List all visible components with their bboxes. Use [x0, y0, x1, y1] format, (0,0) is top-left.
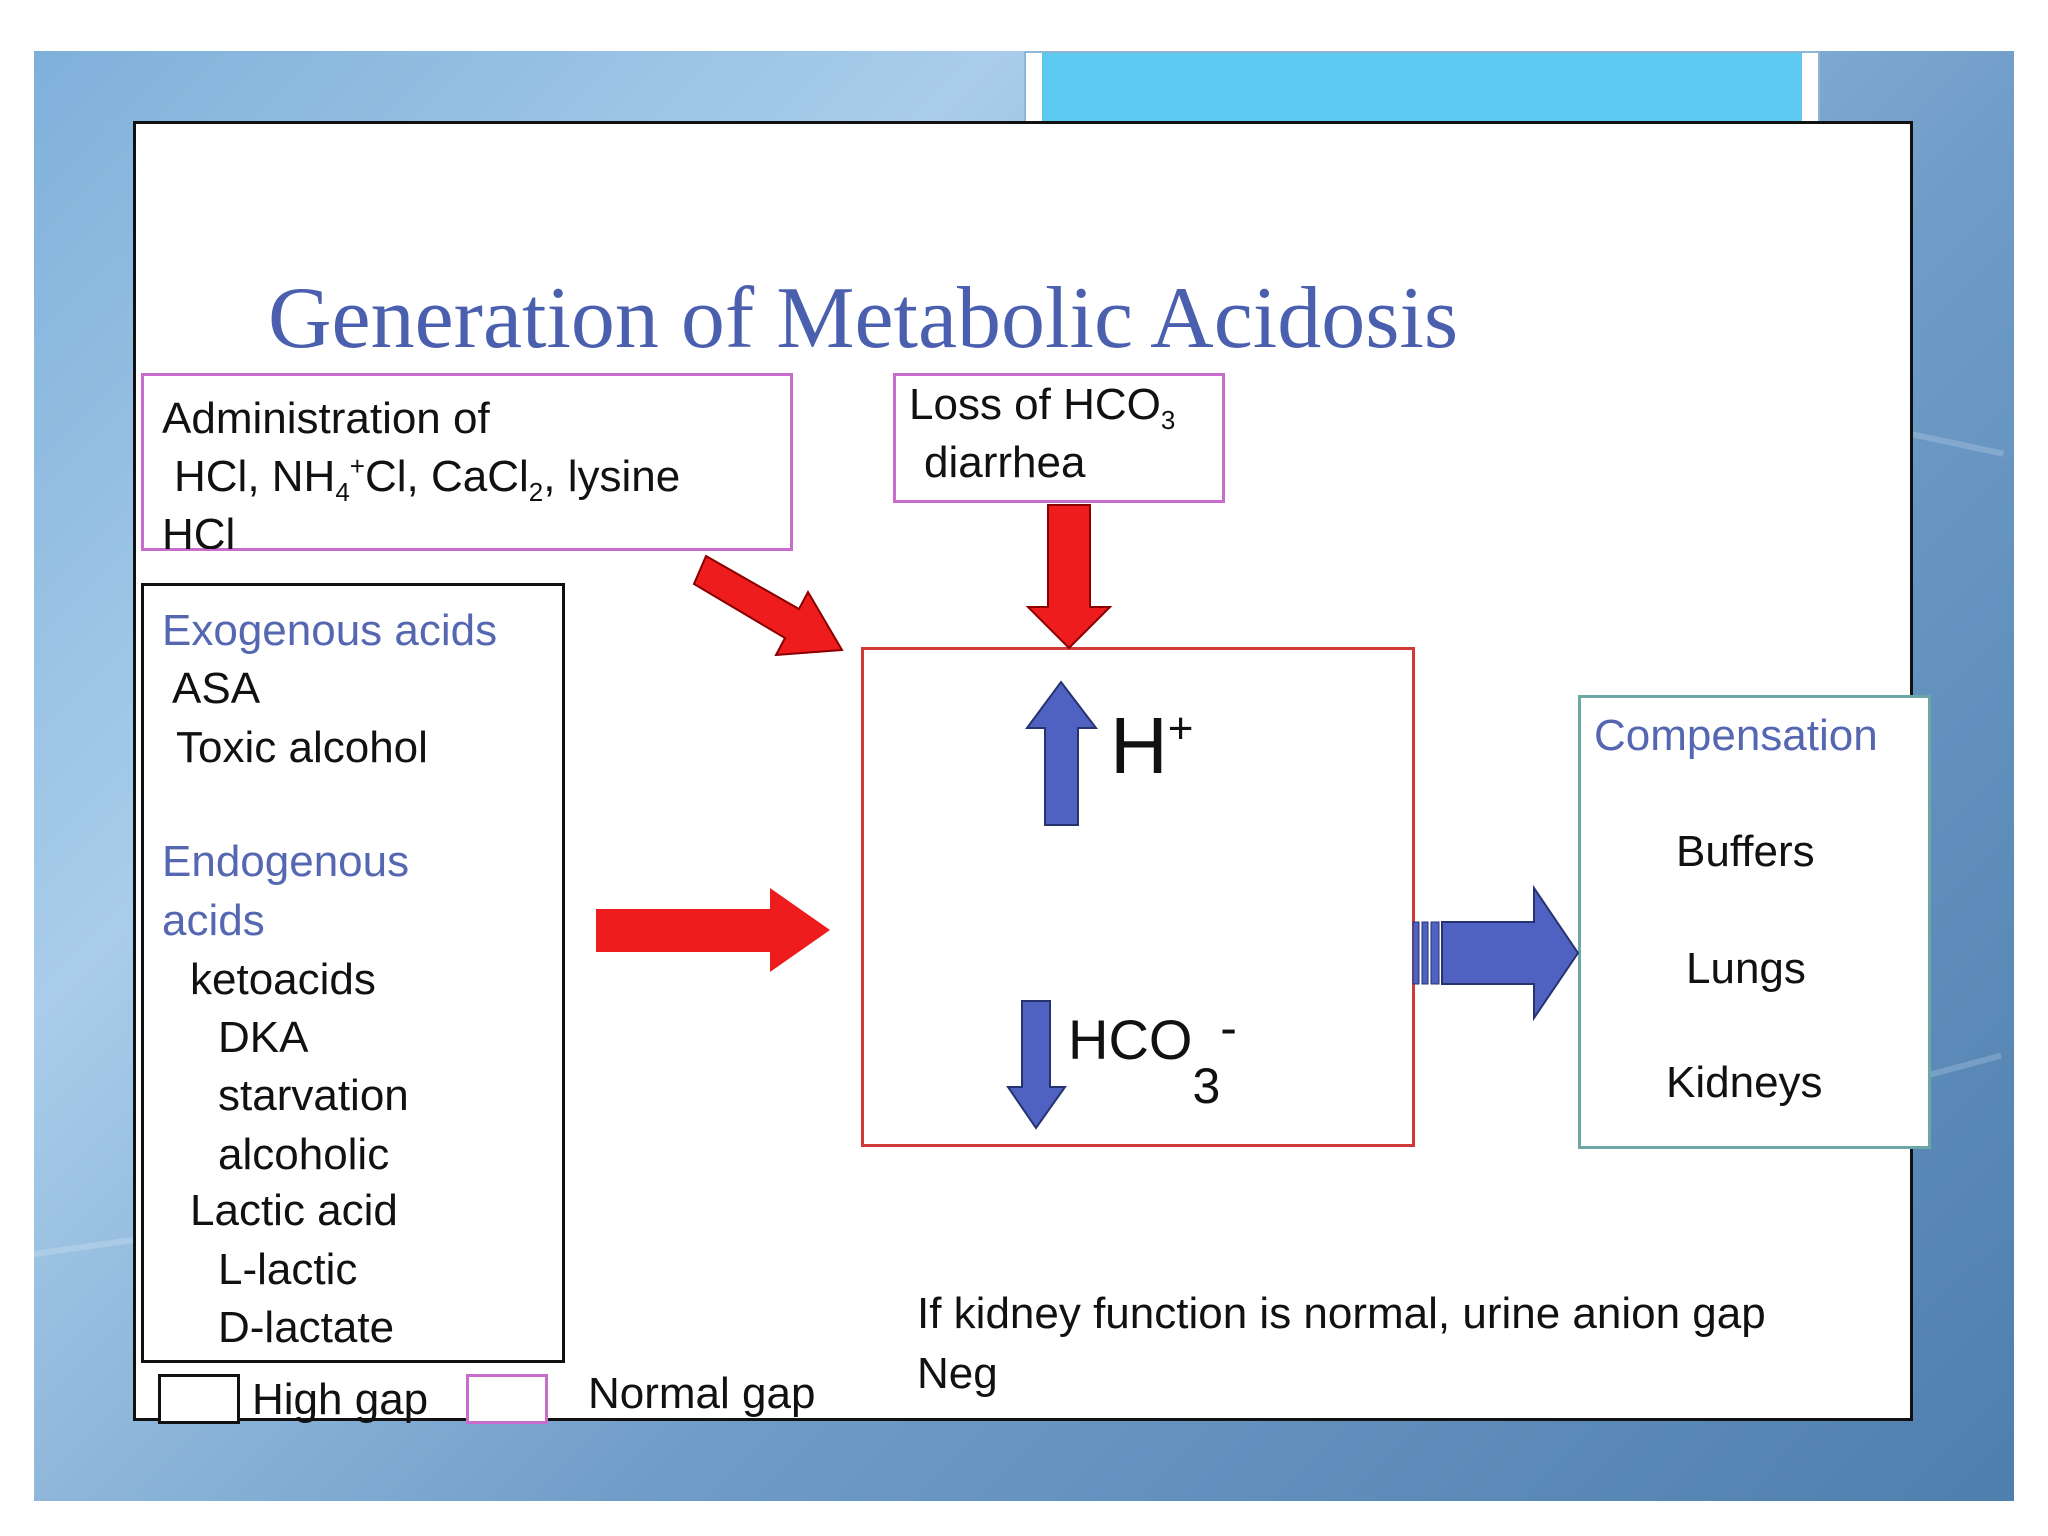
compensation-item: Buffers [1676, 827, 1815, 876]
keto-item: DKA [218, 1013, 309, 1062]
keto-item: alcoholic [218, 1130, 390, 1179]
ketoacids-label: ketoacids [190, 955, 376, 1004]
compensation-header: Compensation [1594, 711, 1878, 760]
compensation-arrow [1442, 888, 1578, 1018]
bicarbonate-label: $HCO_3^-$ [1068, 1000, 1237, 1114]
compensation-arrow-stripe [1431, 922, 1439, 984]
compensation-arrow-stripe [1422, 922, 1428, 984]
acids-arrow [596, 888, 830, 972]
endogenous-header-cont: acids [162, 896, 265, 945]
h-plus-up-arrow [1027, 682, 1096, 825]
admin-arrow [694, 556, 842, 655]
compensation-item: Kidneys [1666, 1058, 1823, 1107]
exogenous-item: ASA [172, 664, 261, 713]
exogenous-item: Toxic alcohol [176, 723, 428, 772]
administration-line3: HCl [162, 513, 236, 549]
legend-high-gap-label: High gap [252, 1375, 429, 1424]
endogenous-header: Endogenous [162, 837, 410, 886]
loss-line2: diarrhea [924, 438, 1086, 487]
bicarbonate-down-arrow [1008, 1001, 1065, 1128]
kidney-note-cont: Neg [917, 1349, 998, 1398]
h-plus-label: H+ [1110, 701, 1194, 790]
legend-normal-gap-label: Normal gap [588, 1369, 816, 1418]
administration-line1: Administration of [162, 394, 490, 443]
lactic-item: D-lactate [218, 1303, 395, 1352]
keto-item: starvation [218, 1071, 409, 1120]
loss-line1: Loss of $HCO_3$ [909, 380, 1176, 435]
compensation-arrow-stripe [1413, 922, 1419, 984]
loss-arrow [1028, 505, 1110, 648]
exogenous-header: Exogenous acids [162, 606, 498, 655]
compensation-item: Lungs [1686, 944, 1806, 993]
administration-line2: HCl, $NH_4^+Cl$, CaCl$_2$, lysine [174, 451, 681, 507]
lactic-acid-label: Lactic acid [190, 1186, 398, 1235]
page-title: Generation of Metabolic Acidosis [268, 270, 1459, 367]
lactic-item: L-lactic [218, 1245, 358, 1294]
kidney-note: If kidney function is normal, urine anion gap [917, 1289, 1766, 1338]
